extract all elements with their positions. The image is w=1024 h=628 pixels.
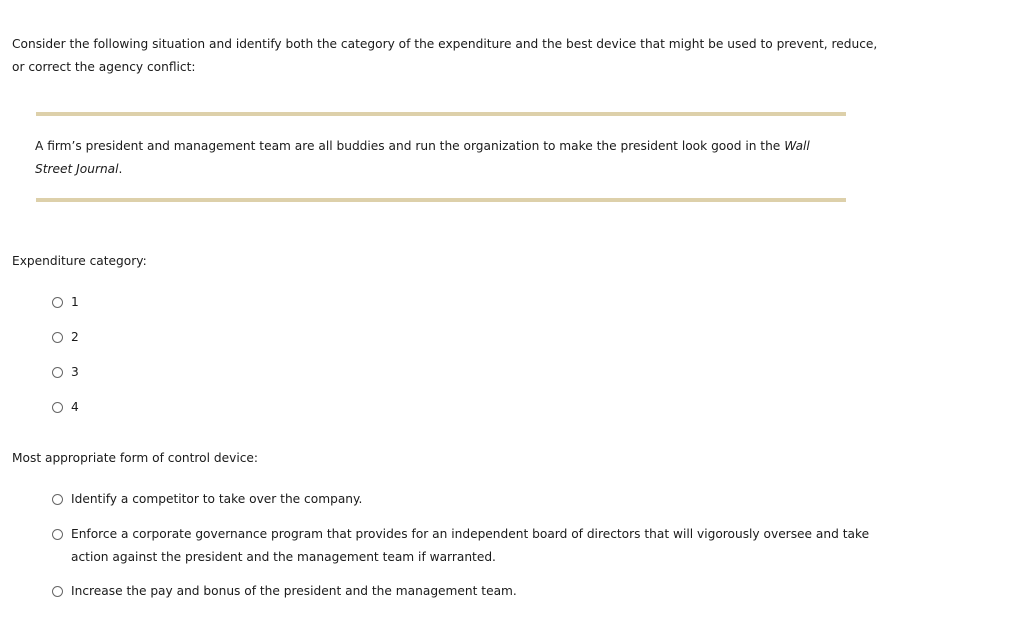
- radio-button[interactable]: [52, 332, 63, 343]
- radio-button[interactable]: [52, 586, 63, 597]
- control-device-option-label: Enforce a corporate governance program that provides for an independent board of directors that will vigorously oversee and take action against the president and the management team if warranted.: [71, 527, 870, 564]
- radio-button[interactable]: [52, 529, 63, 540]
- expenditure-option-4[interactable]: [52, 400, 79, 419]
- scenario-text-end: .: [118, 162, 123, 176]
- scenario-top-divider: [36, 112, 846, 116]
- radio-button[interactable]: [52, 297, 63, 308]
- control-device-option-label: Increase the pay and bonus of the president and the management team.: [71, 584, 517, 598]
- question-prompt: Consider the following situation and identify both the category of the expenditure and the best device that might be used to prevent, reduce, or correct the agency conflict:: [12, 37, 878, 74]
- expenditure-option-label: 4: [71, 400, 79, 414]
- expenditure-option-3[interactable]: [52, 365, 79, 384]
- expenditure-option-label: 1: [71, 295, 79, 309]
- scenario-publication-name: Wall Street Journal: [35, 139, 810, 176]
- scenario-text-start: A firm’s president and management team are all buddies and run the organization to make the president look good in the: [35, 139, 785, 153]
- radio-button[interactable]: [52, 494, 63, 505]
- expenditure-category-label: Expenditure category:: [12, 254, 147, 268]
- control-device-option-1[interactable]: [52, 492, 362, 511]
- control-device-label: Most appropriate form of control device:: [12, 451, 259, 465]
- expenditure-option-1[interactable]: [52, 295, 79, 314]
- control-device-option-3[interactable]: [52, 584, 517, 603]
- radio-button[interactable]: [52, 367, 63, 378]
- expenditure-option-label: 2: [71, 330, 79, 344]
- scenario-text: [35, 135, 845, 181]
- radio-button[interactable]: [52, 402, 63, 413]
- control-device-option-2[interactable]: [52, 527, 892, 569]
- scenario-bottom-divider: [36, 198, 846, 202]
- expenditure-option-label: 3: [71, 365, 79, 379]
- control-device-option-label: Identify a competitor to take over the company.: [71, 492, 363, 506]
- expenditure-option-2[interactable]: [52, 330, 79, 349]
